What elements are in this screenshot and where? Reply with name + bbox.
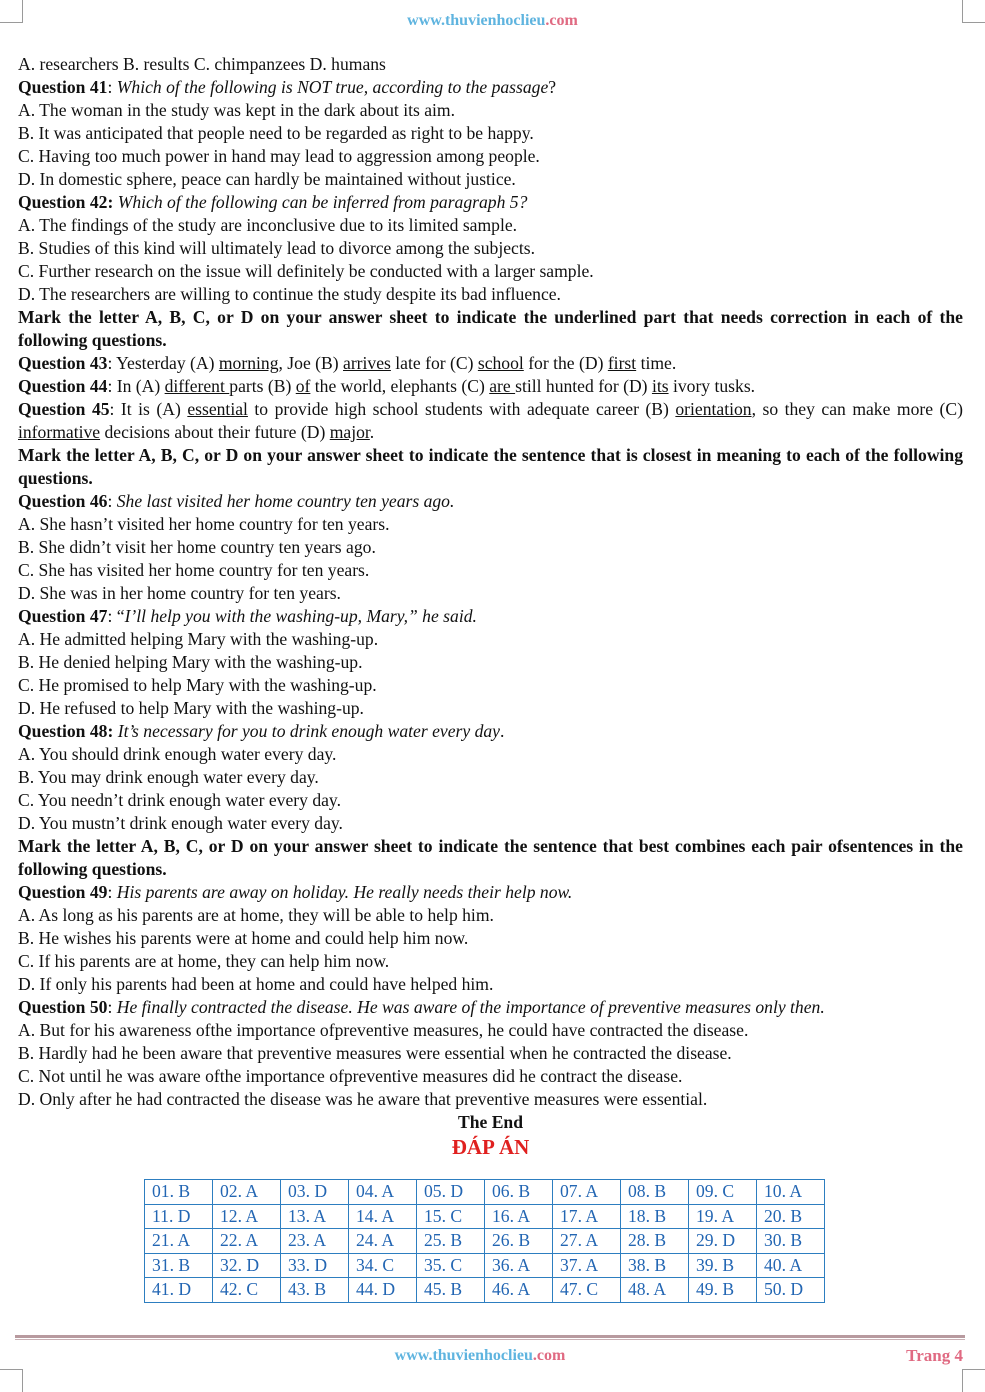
question-44 bbox=[18, 375, 963, 398]
answer-cell: 44. D bbox=[349, 1278, 417, 1303]
answer-cell: 47. C bbox=[553, 1278, 621, 1303]
question-sep: : bbox=[107, 997, 117, 1017]
option-line: A. As long as his parents are at home, they will be able to help him. bbox=[18, 905, 494, 925]
footer-divider-thin bbox=[15, 1339, 965, 1340]
answer-cell: 10. A bbox=[757, 1180, 825, 1205]
question-text: He finally contracted the disease. He was aware of the importance of preventive measures only then. bbox=[116, 997, 825, 1017]
answer-cell: 14. A bbox=[349, 1204, 417, 1229]
answer-cell: 34. C bbox=[349, 1253, 417, 1278]
question-text: I’ll help you with the washing-up, Mary,” he said. bbox=[124, 606, 477, 626]
underlined-part: orientation bbox=[675, 399, 752, 419]
option-line: A. researchers B. results C. chimpanzees D. humans bbox=[18, 54, 386, 74]
text-run: : Yesterday (A) bbox=[107, 353, 219, 373]
answer-cell: 19. A bbox=[689, 1204, 757, 1229]
option-line: C. If his parents are at home, they can help him now. bbox=[18, 951, 390, 971]
answer-cell: 42. C bbox=[213, 1278, 281, 1303]
question-48 bbox=[18, 720, 963, 743]
answer-cell: 13. A bbox=[281, 1204, 349, 1229]
question-text: Which of the following can be inferred from paragraph 5? bbox=[113, 192, 528, 212]
answer-cell: 46. A bbox=[485, 1278, 553, 1303]
option-line: C. She has visited her home country for ten years. bbox=[18, 560, 370, 580]
option-line: B. Studies of this kind will ultimately lead to divorce among the subjects. bbox=[18, 238, 535, 258]
answer-cell: 33. D bbox=[281, 1253, 349, 1278]
answer-cell: 29. D bbox=[689, 1229, 757, 1254]
answer-cell: 39. B bbox=[689, 1253, 757, 1278]
question-text: It’s necessary for you to drink enough water every day bbox=[117, 721, 500, 741]
underlined-part: informative bbox=[18, 422, 101, 442]
text-run: : It is (A) bbox=[109, 399, 188, 419]
answer-cell: 24. A bbox=[349, 1229, 417, 1254]
answer-cell: 37. A bbox=[553, 1253, 621, 1278]
section-instruction: Mark the letter A, B, C, or D on your answer sheet to indicate the sentence that best combines each pair ofsentences in the following questions. bbox=[18, 836, 963, 879]
option-line: C. He promised to help Mary with the washing-up. bbox=[18, 675, 377, 695]
answer-cell: 12. A bbox=[213, 1204, 281, 1229]
question-end: . bbox=[499, 721, 505, 741]
option-line: A. He admitted helping Mary with the washing-up. bbox=[18, 629, 379, 649]
answer-row bbox=[145, 1229, 825, 1254]
question-label: Question 46 bbox=[18, 491, 108, 511]
answer-key-heading: ĐÁP ÁN bbox=[451, 1135, 530, 1159]
option-line: D. She was in her home country for ten years. bbox=[18, 583, 341, 603]
option-line: D. The researchers are willing to continue the study despite its bad influence. bbox=[18, 284, 561, 304]
answer-cell: 27. A bbox=[553, 1229, 621, 1254]
answer-cell: 41. D bbox=[145, 1278, 213, 1303]
underlined-part: its bbox=[651, 376, 669, 396]
document-body bbox=[18, 53, 963, 1160]
option-line: D. In domestic sphere, peace can hardly be maintained without justice. bbox=[18, 169, 516, 189]
answer-cell: 07. A bbox=[553, 1180, 621, 1205]
answer-cell: 20. B bbox=[757, 1204, 825, 1229]
answer-cell: 43. B bbox=[281, 1278, 349, 1303]
underlined-part: first bbox=[607, 353, 637, 373]
question-label: Question 47 bbox=[18, 606, 108, 626]
option-line: B. He denied helping Mary with the washing-up. bbox=[18, 652, 363, 672]
question-text: She last visited her home country ten years ago. bbox=[116, 491, 455, 511]
option-line: A. The findings of the study are inconclusive due to its limited sample. bbox=[18, 215, 518, 235]
site-header[interactable] bbox=[0, 12, 985, 30]
answer-cell: 16. A bbox=[485, 1204, 553, 1229]
option-line: D. Only after he had contracted the disease was he aware that preventive measures were essential. bbox=[18, 1089, 708, 1109]
option-line: A. She hasn’t visited her home country for ten years. bbox=[18, 514, 390, 534]
site-footer[interactable] bbox=[0, 1347, 960, 1365]
underlined-part: morning, bbox=[218, 353, 283, 373]
question-label: Question 48: bbox=[18, 721, 114, 741]
text-run: time. bbox=[636, 353, 677, 373]
answer-cell: 36. A bbox=[485, 1253, 553, 1278]
underlined-part: of bbox=[295, 376, 311, 396]
answer-cell: 02. A bbox=[213, 1180, 281, 1205]
question-42 bbox=[18, 191, 963, 214]
crop-mark-bottom-left bbox=[0, 1369, 23, 1392]
answer-cell: 25. B bbox=[417, 1229, 485, 1254]
site-footer-tld: .com bbox=[532, 1347, 566, 1364]
answer-cell: 48. A bbox=[621, 1278, 689, 1303]
text-run: to provide high school students with adequate career (B) bbox=[247, 399, 676, 419]
question-label: Question 49 bbox=[18, 882, 108, 902]
question-label: Question 42: bbox=[18, 192, 114, 212]
option-line: A. But for his awareness ofthe importance ofpreventive measures, he could have contracted the disease. bbox=[18, 1020, 749, 1040]
answer-cell: 06. B bbox=[485, 1180, 553, 1205]
answer-cell: 50. D bbox=[757, 1278, 825, 1303]
underlined-part: different bbox=[164, 376, 230, 396]
answer-cell: 18. B bbox=[621, 1204, 689, 1229]
option-line: C. Having too much power in hand may lead to aggression among people. bbox=[18, 146, 540, 166]
text-run: still hunted for (D) bbox=[515, 376, 652, 396]
answer-row bbox=[145, 1204, 825, 1229]
question-45 bbox=[18, 398, 963, 444]
question-label: Question 43 bbox=[18, 353, 108, 373]
text-run: late for (C) bbox=[390, 353, 478, 373]
site-footer-name: www.thuvienhoclieu bbox=[394, 1347, 533, 1364]
answer-cell: 21. A bbox=[145, 1229, 213, 1254]
answer-key-table bbox=[144, 1179, 825, 1303]
answer-cell: 32. D bbox=[213, 1253, 281, 1278]
answer-cell: 40. A bbox=[757, 1253, 825, 1278]
answer-cell: 11. D bbox=[145, 1204, 213, 1229]
text-run: , so they can make more (C) bbox=[751, 399, 964, 419]
answer-row bbox=[145, 1278, 825, 1303]
underlined-part: essential bbox=[187, 399, 248, 419]
answer-cell: 28. B bbox=[621, 1229, 689, 1254]
text-run: : In (A) bbox=[107, 376, 165, 396]
text-run: parts (B) bbox=[229, 376, 296, 396]
underlined-part: are bbox=[489, 376, 516, 396]
text-run: ivory tusks. bbox=[668, 376, 756, 396]
option-line: C. Not until he was aware ofthe importance ofpreventive measures did he contract the disease. bbox=[18, 1066, 683, 1086]
option-line: D. You mustn’t drink enough water every day. bbox=[18, 813, 343, 833]
question-label: Question 50 bbox=[18, 997, 108, 1017]
text-run: the world, elephants (C) bbox=[310, 376, 490, 396]
underlined-part: school bbox=[477, 353, 524, 373]
question-50 bbox=[18, 996, 963, 1019]
question-46 bbox=[18, 490, 963, 513]
answer-cell: 38. B bbox=[621, 1253, 689, 1278]
page-number: Trang 4 bbox=[906, 1346, 963, 1365]
option-line: C. You needn’t drink enough water every day. bbox=[18, 790, 341, 810]
option-line: D. If only his parents had been at home and could have helped him. bbox=[18, 974, 494, 994]
site-header-tld: .com bbox=[545, 12, 578, 29]
text-run: decisions about their future (D) bbox=[100, 422, 330, 442]
footer-divider bbox=[15, 1335, 965, 1338]
option-line: B. She didn’t visit her home country ten years ago. bbox=[18, 537, 376, 557]
question-end: ? bbox=[548, 77, 557, 97]
answer-row bbox=[145, 1180, 825, 1205]
underlined-part: major bbox=[329, 422, 370, 442]
answer-cell: 23. A bbox=[281, 1229, 349, 1254]
question-label: Question 41 bbox=[18, 77, 108, 97]
answer-cell: 26. B bbox=[485, 1229, 553, 1254]
option-line: A. You should drink enough water every day. bbox=[18, 744, 337, 764]
text-run: Joe (B) bbox=[282, 353, 344, 373]
answer-cell: 35. C bbox=[417, 1253, 485, 1278]
text-run: . bbox=[369, 422, 375, 442]
question-sep: : bbox=[107, 491, 117, 511]
answer-cell: 17. A bbox=[553, 1204, 621, 1229]
question-sep: : bbox=[107, 882, 117, 902]
option-line: D. He refused to help Mary with the washing-up. bbox=[18, 698, 364, 718]
section-instruction: Mark the letter A, B, C, or D on your answer sheet to indicate the underlined part that needs correction in each of the following questions. bbox=[18, 307, 963, 350]
answer-cell: 01. B bbox=[145, 1180, 213, 1205]
option-line: B. Hardly had he been aware that preventive measures were essential when he contracted the disease. bbox=[18, 1043, 732, 1063]
answer-cell: 49. B bbox=[689, 1278, 757, 1303]
answer-cell: 09. C bbox=[689, 1180, 757, 1205]
question-label: Question 44 bbox=[18, 376, 108, 396]
answer-cell: 15. C bbox=[417, 1204, 485, 1229]
answer-cell: 45. B bbox=[417, 1278, 485, 1303]
question-41 bbox=[18, 76, 963, 99]
section-instruction: Mark the letter A, B, C, or D on your answer sheet to indicate the sentence that is closest in meaning to each of the following questions. bbox=[18, 445, 963, 488]
answer-cell: 30. B bbox=[757, 1229, 825, 1254]
answer-cell: 31. B bbox=[145, 1253, 213, 1278]
question-sep: : bbox=[107, 77, 117, 97]
answer-cell: 04. A bbox=[349, 1180, 417, 1205]
question-label: Question 45 bbox=[18, 399, 110, 419]
answer-cell: 03. D bbox=[281, 1180, 349, 1205]
option-line: B. It was anticipated that people need to be regarded as right to be happy. bbox=[18, 123, 534, 143]
underlined-part: arrives bbox=[343, 353, 391, 373]
question-49 bbox=[18, 881, 963, 904]
option-line: B. You may drink enough water every day. bbox=[18, 767, 319, 787]
answer-cell: 22. A bbox=[213, 1229, 281, 1254]
the-end-heading: The End bbox=[457, 1112, 524, 1132]
question-text: Which of the following is NOT true, according to the passage bbox=[116, 77, 549, 97]
question-text: His parents are away on holiday. He really needs their help now. bbox=[116, 882, 573, 902]
question-sep: : “ bbox=[107, 606, 125, 626]
text-run: for the (D) bbox=[523, 353, 608, 373]
answer-cell: 05. D bbox=[417, 1180, 485, 1205]
option-line: A. The woman in the study was kept in the dark about its aim. bbox=[18, 100, 456, 120]
option-line: C. Further research on the issue will definitely be conducted with a larger sample. bbox=[18, 261, 594, 281]
crop-mark-bottom-right bbox=[962, 1369, 985, 1392]
option-line: B. He wishes his parents were at home and could help him now. bbox=[18, 928, 469, 948]
question-43 bbox=[18, 352, 963, 375]
answer-row bbox=[145, 1253, 825, 1278]
answer-cell: 08. B bbox=[621, 1180, 689, 1205]
site-header-name: www.thuvienhoclieu bbox=[407, 12, 546, 29]
question-47 bbox=[18, 605, 963, 628]
